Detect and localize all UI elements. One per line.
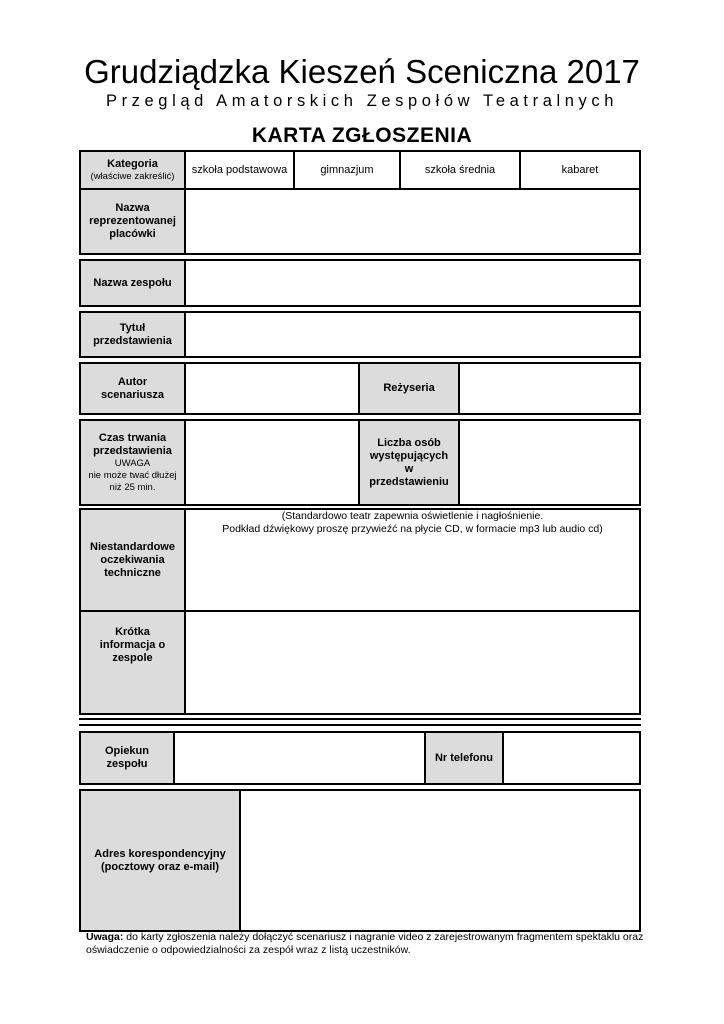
- duration-label-text: Czas trwania przedstawienia: [93, 431, 172, 457]
- phone-input[interactable]: [504, 733, 639, 783]
- address-input[interactable]: [241, 791, 639, 930]
- play-title-input[interactable]: [186, 313, 639, 356]
- duration-note: nie może twać dłużej niż 25 min.: [88, 469, 177, 493]
- separator-line: [79, 718, 641, 720]
- group-info-input[interactable]: [186, 612, 639, 713]
- director-label: Reżyseria: [360, 364, 458, 413]
- supervisor-input[interactable]: [175, 733, 424, 783]
- page-title: Grudziądzka Kieszeń Sceniczna 2017: [84, 53, 640, 90]
- play-title-label: Tytuł przedstawienia: [81, 313, 184, 356]
- group-info-label: Krótka informacja o zespole: [81, 612, 184, 713]
- category-option-middle[interactable]: gimnazjum: [320, 164, 374, 176]
- tech-note-line1: (Standardowo teatr zapewnia oświetlenie i nagłośnienie.: [281, 510, 544, 522]
- address-label: Adres korespondencyjny (pocztowy oraz e-mail): [81, 791, 239, 930]
- script-author-label: Autor scenariusza: [81, 364, 184, 413]
- category-option-secondary[interactable]: szkoła średnia: [424, 164, 496, 176]
- tech-requirements-label: Niestandardowe oczekiwania techniczne: [81, 510, 184, 610]
- duration-label: [81, 421, 184, 504]
- tech-requirements-input[interactable]: [186, 510, 639, 610]
- category-label: [81, 152, 184, 188]
- script-author-input[interactable]: [186, 364, 358, 413]
- group-name-input[interactable]: [186, 261, 639, 305]
- performers-count-label: Liczba osób występujących w przedstawieniu: [360, 421, 458, 504]
- institution-input[interactable]: [186, 190, 639, 253]
- supervisor-label: Opiekun zespołu: [81, 733, 173, 783]
- category-option-primary[interactable]: szkoła podstawowa: [191, 164, 288, 176]
- duration-input[interactable]: [186, 421, 358, 504]
- group-name-label: Nazwa zespołu: [81, 261, 184, 305]
- category-hint: (właściwe zakreślić): [90, 170, 175, 182]
- form-title: KARTA ZGŁOSZENIA: [251, 124, 473, 147]
- phone-label: Nr telefonu: [426, 733, 502, 783]
- performers-count-input[interactable]: [460, 421, 639, 504]
- page-subtitle: Przegląd Amatorskich Zespołów Teatralnych: [105, 92, 619, 110]
- category-label-text: Kategoria: [107, 157, 158, 170]
- duration-note-head: UWAGA: [114, 457, 151, 469]
- category-option-cabaret[interactable]: kabaret: [561, 164, 599, 176]
- footer-note-bold: Uwaga:: [86, 931, 124, 943]
- director-input[interactable]: [460, 364, 639, 413]
- footer-note: [86, 931, 646, 957]
- tech-note-line2: Podkład dźwiękowy proszę przywieźć na płycie CD, w formacie mp3 lub audio cd): [222, 523, 603, 535]
- footer-note-text: do karty zgłoszenia należy dołączyć scenariusz i nagranie video z zarejestrowanym fragmentem spektaklu oraz oświadczenie o odpowiedzialności za zespół wraz z listą uczestników.: [86, 931, 644, 956]
- institution-label: Nazwa reprezentowanej placówki: [81, 190, 184, 253]
- separator-line: [79, 724, 641, 726]
